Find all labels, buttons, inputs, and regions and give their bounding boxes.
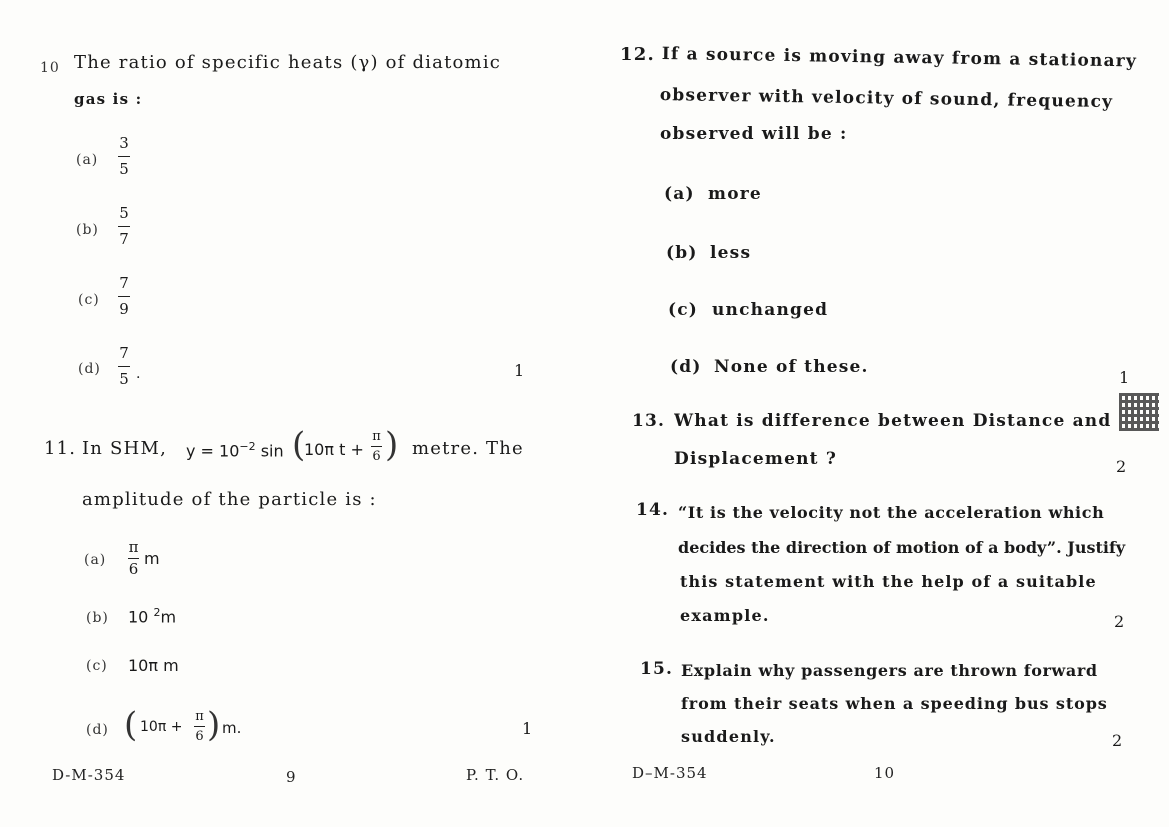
q12-number: 12.: [620, 44, 655, 65]
q11-option-d-open-paren: (: [124, 705, 138, 745]
q15-marks: 2: [1112, 731, 1123, 750]
q10-option-b-fraction: 5 7: [119, 204, 129, 248]
q12-text-line1: If a source is moving away from a stationary: [661, 44, 1138, 72]
q11-option-a-fraction: π 6: [128, 538, 139, 578]
q12-text-line3: observed will be :: [660, 124, 848, 144]
q10-option-d-fraction: 7 5: [119, 344, 129, 388]
footer-pto: P. T. O.: [466, 766, 525, 784]
q11-option-d-close-paren: ): [207, 705, 221, 745]
q10-option-b-label: (b): [76, 222, 99, 238]
q10-option-d-suffix: .: [136, 366, 141, 382]
qr-code-icon: [1119, 393, 1159, 431]
q14-text-line1: “It is the velocity not the acceleration which: [678, 503, 1105, 522]
q12-option-d-label: (d): [670, 357, 702, 377]
q10-marks: 1: [514, 361, 525, 380]
q12-option-c-label: (c): [668, 300, 699, 320]
q10-option-c-label: (c): [78, 292, 100, 308]
q10-number: 10: [40, 60, 60, 76]
q11-option-c-label: (c): [86, 658, 108, 674]
q11-option-d-fraction: π 6: [195, 709, 204, 744]
q14-number: 14.: [636, 500, 670, 520]
q11-option-c-value: 10π m: [128, 656, 179, 675]
q12-marks: 1: [1119, 368, 1130, 387]
q11-eq-inner: 10π t +: [304, 440, 364, 459]
q11-eq-tail: metre. The: [412, 438, 524, 459]
q11-eq-close-paren: ): [385, 425, 399, 465]
q10-option-a-fraction: 3 5: [119, 134, 129, 178]
q11-option-d-unit: m.: [222, 719, 242, 737]
q11-intro: In SHM,: [82, 438, 168, 459]
footer-code: D-M-354: [52, 766, 126, 784]
q14-text-line2: decides the direction of motion of a body”. Justify: [678, 538, 1126, 557]
right-page: [584, 0, 1169, 827]
q11-option-a-unit: m: [144, 549, 160, 568]
footer-page-number: 10: [874, 764, 896, 782]
q14-text-line4: example.: [680, 606, 770, 625]
q11-option-b-label: (b): [86, 610, 109, 626]
q10-text-line1: The ratio of specific heats (γ) of diatomic: [74, 52, 502, 73]
footer-page-number: 9: [286, 768, 297, 786]
footer-code: D–M-354: [632, 764, 708, 782]
q13-text-line1: What is difference between Distance and: [674, 411, 1112, 431]
q11-text-line2: amplitude of the particle is :: [82, 489, 377, 510]
q14-marks: 2: [1114, 612, 1125, 631]
q10-option-d-label: (d): [78, 361, 101, 377]
q13-number: 13.: [632, 411, 666, 431]
q11-eq-fraction: π 6: [372, 429, 381, 464]
q12-option-a-label: (a): [664, 184, 695, 204]
q13-text-line2: Displacement ?: [674, 449, 837, 469]
q12-option-b-text: less: [710, 243, 752, 263]
q11-option-d-label: (d): [86, 722, 109, 738]
q10-option-c-fraction: 7 9: [119, 274, 129, 318]
q14-text-line3: this statement with the help of a suitable: [680, 572, 1097, 591]
q11-eq-open-paren: (: [292, 425, 306, 465]
q15-text-line2: from their seats when a speeding bus stops: [681, 694, 1108, 713]
q15-number: 15.: [640, 659, 674, 679]
q12-option-d-text: None of these.: [714, 357, 869, 377]
q15-text-line3: suddenly.: [681, 727, 776, 746]
q10-text-line2: gas is :: [74, 90, 143, 108]
q11-option-a-label: (a): [84, 552, 107, 568]
q13-marks: 2: [1116, 457, 1127, 476]
q11-marks: 1: [522, 719, 533, 738]
q10-option-a-label: (a): [76, 152, 99, 168]
q11-number: 11.: [44, 438, 77, 459]
q15-text-line1: Explain why passengers are thrown forward: [681, 661, 1098, 680]
q11-equation: $y = 10^{-2}$ sin: [186, 440, 284, 461]
q11-option-b-value: 10 $^2$m: [128, 606, 177, 627]
q12-option-c-text: unchanged: [712, 300, 829, 320]
q12-option-a-text: more: [708, 184, 762, 204]
q11-option-d-inner: 10π +: [140, 719, 183, 735]
left-page: [0, 0, 584, 827]
q12-option-b-label: (b): [666, 243, 698, 263]
q12-text-line2: observer with velocity of sound, frequency: [659, 85, 1114, 113]
